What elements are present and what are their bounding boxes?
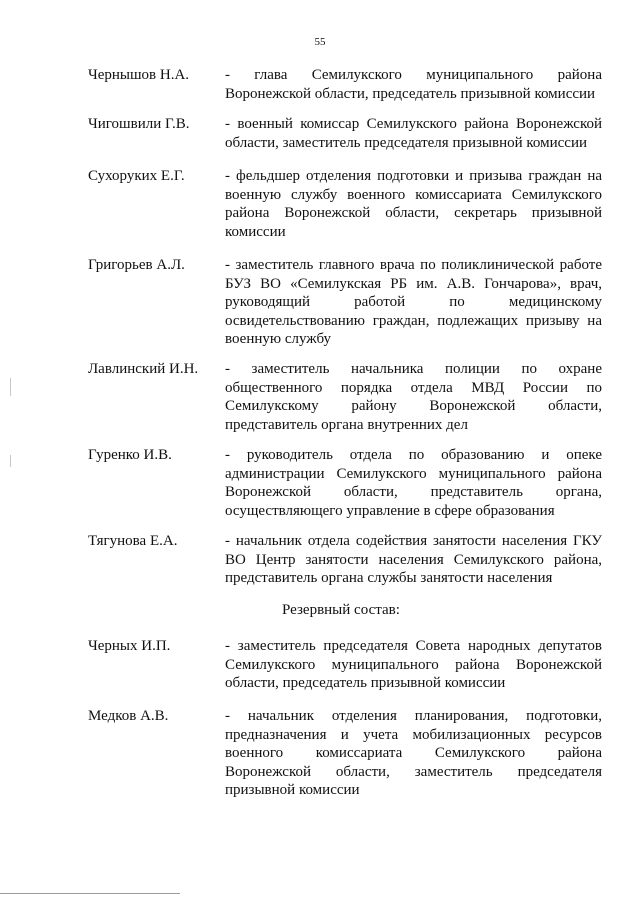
member-role: - начальник отдела содействия занятости населения ГКУ ВО Центр занятости населения Семилукского района, представитель органа службы занятости населения: [225, 533, 602, 586]
member-name: Медков А.В.: [88, 708, 169, 724]
scan-edge-mark: [10, 378, 11, 396]
member-role: - заместитель главного врача по поликлинической работе БУЗ ВО «Семилукская РБ им. А.В. Гончарова», врач, руководящий работой по медицинскому освидетельствованию граждан, подлежащих призыву на военную службу: [225, 257, 602, 347]
member-role: - фельдшер отделения подготовки и призыва граждан на военную службу военного комиссариата Семилукского района Воронежской области, секретарь призывной комиссии: [225, 168, 602, 240]
member-role: - заместитель начальника полиции по охране общественного порядка отдела МВД России по Семилукскому району Воронежской области, представитель органа внутренних дел: [225, 361, 602, 433]
footer-rule: [0, 893, 180, 894]
member-name: Сухоруких Е.Г.: [88, 168, 185, 184]
scan-edge-mark: [10, 455, 11, 467]
member-name: Григорьев А.Л.: [88, 257, 185, 273]
member-role: - военный комиссар Семилукского района Воронежской области, заместитель председателя призывной комиссии: [225, 116, 602, 151]
member-name: Лавлинский И.Н.: [88, 361, 199, 377]
member-role: - заместитель председателя Совета народных депутатов Семилукского муниципального района Воронежской области, председатель призывной комиссии: [225, 638, 602, 691]
reserve-heading: Резервный состав:: [282, 602, 400, 618]
member-name: Гуренко И.В.: [88, 447, 172, 463]
member-name: Черных И.П.: [88, 638, 171, 654]
member-name: Чигошвили Г.В.: [88, 116, 190, 132]
member-role: - начальник отделения планирования, подготовки, предназначения и учета мобилизационных ресурсов военного комиссариата Семилукского района Воронежской области, заместитель председателя призывной комиссии: [225, 708, 602, 798]
member-name: Чернышов Н.А.: [88, 67, 190, 83]
member-role: - руководитель отдела по образованию и опеке администрации Семилукского муниципального района Воронежской области, представитель органа, осуществляющего управление в сфере образования: [225, 447, 602, 519]
member-role: - глава Семилукского муниципального района Воронежской области, председатель призывной комиссии: [225, 67, 602, 102]
page-number: 55: [314, 36, 326, 48]
member-name: Тягунова Е.А.: [88, 533, 178, 549]
